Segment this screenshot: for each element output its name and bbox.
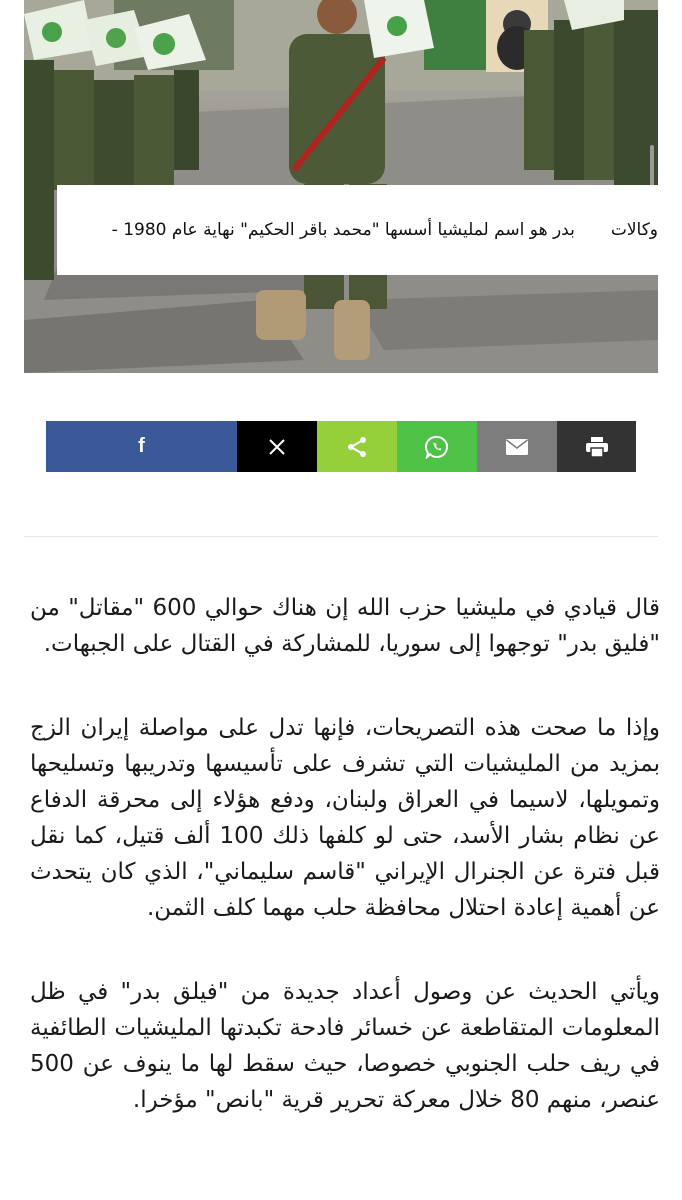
- share-icon: [346, 436, 368, 458]
- facebook-share-button[interactable]: [46, 421, 237, 472]
- article-paragraph: قال قيادي في مليشيا حزب الله إن هناك حوالي 600 "مقاتل" من "فليق بدر" توجهوا إلى سوريا، للمشاركة في القتال على الجبهات.: [30, 595, 661, 657]
- caption-text: بدر هو اسم لمليشيا أسسها "محمد باقر الحكيم" نهاية عام 1980 -: [111, 220, 575, 240]
- x-share-button[interactable]: [237, 421, 317, 472]
- x-icon: [268, 438, 286, 456]
- content-divider: [24, 536, 658, 537]
- whatsapp-share-button[interactable]: [397, 421, 477, 472]
- article-paragraph: ويأتي الحديث عن وصول أعداد جديدة من "فيلق بدر" في ظل المعلومات المتقاطعة عن خسائر فادحة تكبدتها المليشيات الطائفية في ريف حلب الجنوبي خصوصا، حيث سقط لها ما ينوف عن 500 عنصر، منهم 80 خلال معركة تحرير قرية "بانص" مؤخرا.: [30, 979, 660, 1113]
- article-body: [30, 590, 660, 1166]
- print-icon: [586, 437, 608, 457]
- image-caption: [57, 185, 658, 275]
- sharethis-share-button[interactable]: [317, 421, 397, 472]
- email-icon: [506, 439, 528, 455]
- facebook-icon: f: [138, 435, 145, 457]
- article-paragraph: وإذا ما صحت هذه التصريحات، فإنها تدل على مواصلة إيران الزج بمزيد من المليشيات التي تشرف على تأسيسها وتدريبها وتسليحها وتمويلها، لاسيما في العراق ولبنان، ودفع هؤلاء إلى محرقة الدفاع عن نظام بشار الأسد، حتى لو كلفها ذلك 100 ألف قتيل، كما نقل قبل فترة عن الجنرال الإيراني "قاسم سليماني"، الذي كان يتحدث عن أهمية إعادة احتلال محافظة حلب مهما كلف الثمن.: [30, 715, 660, 921]
- caption-credit: وكالات: [610, 220, 658, 240]
- whatsapp-icon: [425, 435, 449, 459]
- print-share-button[interactable]: [557, 421, 636, 472]
- email-share-button[interactable]: [477, 421, 557, 472]
- share-bar: [46, 421, 636, 472]
